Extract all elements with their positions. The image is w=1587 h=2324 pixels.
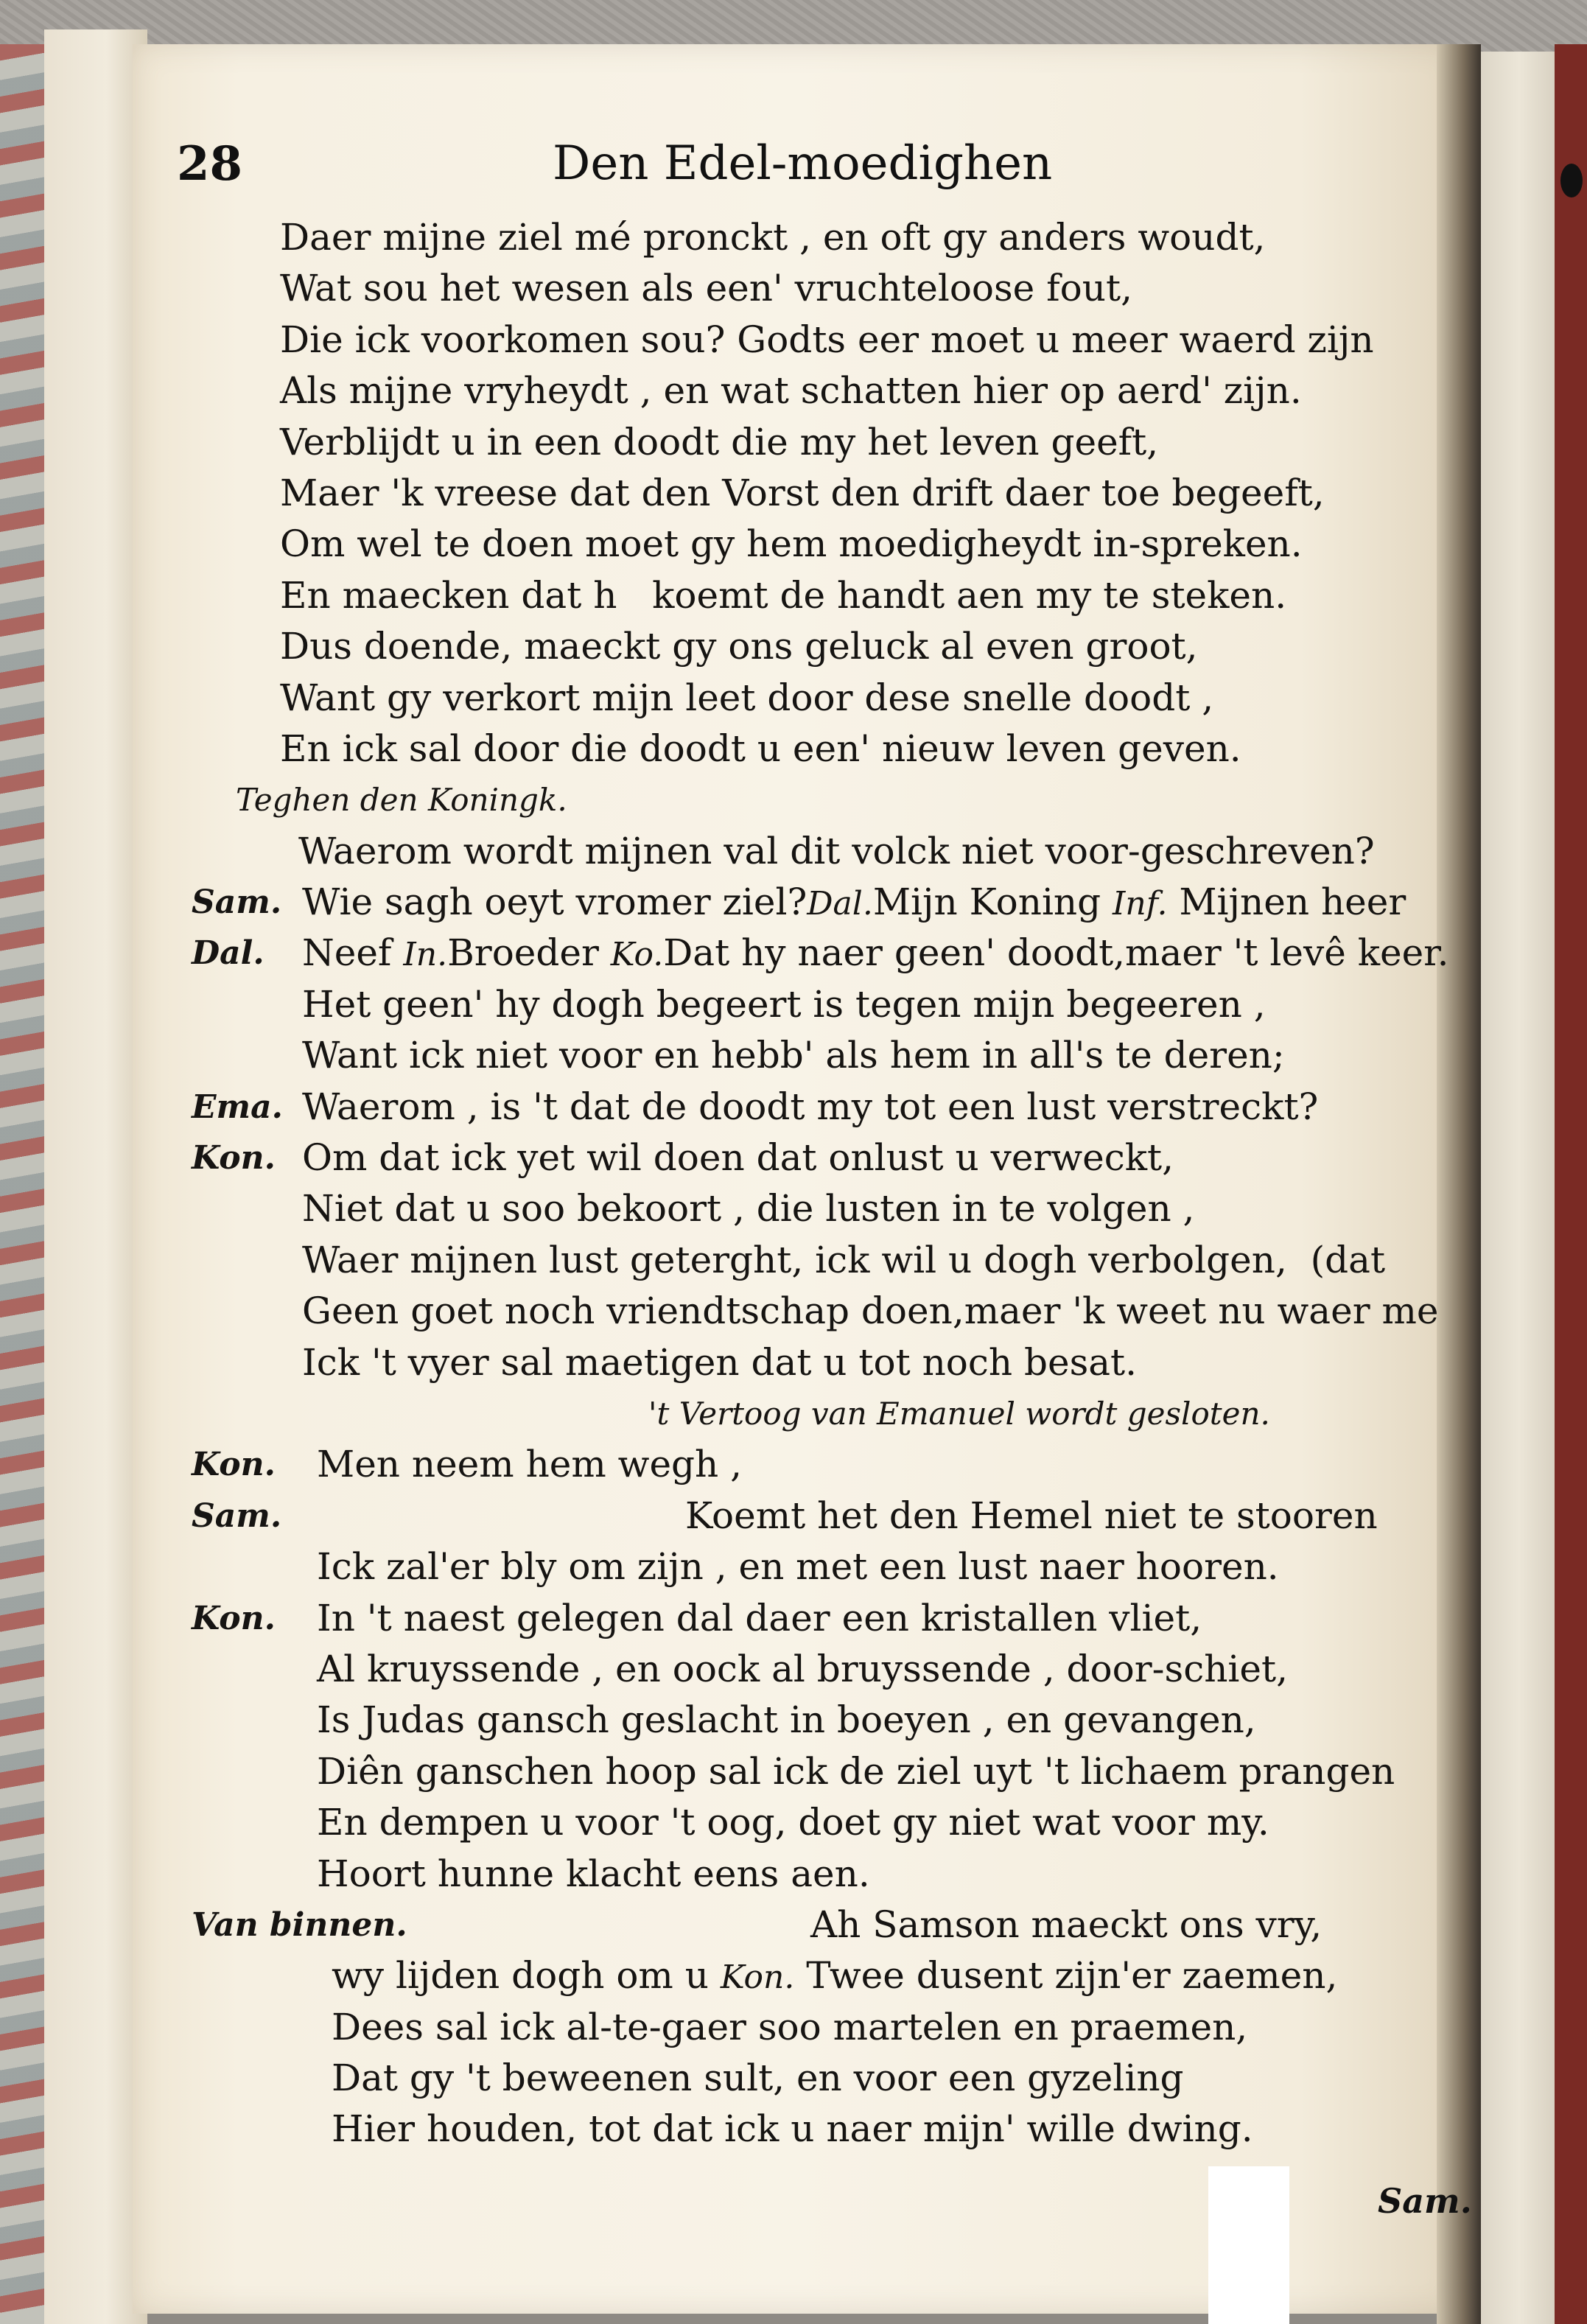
line-fragment: Mijnen heer [1167,881,1406,924]
text-line [177,1797,1444,1848]
line-fragment: Dat hy naer geen' doodt,maer 't levê keer. [663,931,1449,975]
line-fragment: Mijn Koning [872,881,1113,924]
speaker-label: Kon. [192,1446,276,1484]
text-line [177,1439,1444,1490]
stage-direction: Teghen den Koningk. [236,782,567,819]
text-line [177,1900,1444,1950]
line-text: Koemt het den Hemel niet te stooren [685,1494,1378,1537]
line-text: Al kruyssende , en oock al bruyssende , door-schiet, [317,1647,1288,1690]
line-text: Dat gy 't beweenen sult, en voor een gyzeling [332,2057,1184,2100]
speaker-abbrev: Kon. [720,1959,795,1997]
line-text: Als mijne vryheydt , en wat schatten hier op aerd' zijn. [280,369,1302,413]
text-line [177,315,1444,365]
text-line [177,1695,1444,1746]
line-text: Hoort hunne klacht eens aen. [317,1852,870,1895]
line-text: Want ick niet voor en hebb' als hem in all's te deren; [302,1034,1285,1077]
speaker-label: Kon. [192,1599,276,1637]
text-line [177,1133,1444,1183]
speaker-abbrev: In. [403,936,448,974]
line-text: Het geen' hy dogh begeert is tegen mijn begeeren , [302,982,1266,1026]
line-text: Want gy verkort mijn leet door dese snelle doodt , [280,676,1214,719]
text-line [177,979,1444,1030]
line-text: Diên ganschen hoop sal ick de ziel uyt 't lichaem prangen [317,1749,1395,1793]
line-text: Maer 'k vreese dat den Vorst den drift daer toe begeeft, [280,471,1325,514]
text-line [177,417,1444,468]
line-text: En maecken dat h koemt de handt aen my te steken. [280,573,1287,617]
text-line [177,774,1444,825]
text-line [177,1082,1444,1133]
line-text: Waerom wordt mijnen val dit volck niet voor-geschreven? [298,829,1375,872]
speaker-label: Sam. [192,1497,282,1535]
speaker-label: Sam. [192,883,282,922]
text-line [177,1644,1444,1695]
speaker-abbrev: Inf. [1113,885,1168,923]
text-line [177,621,1444,672]
text-line [177,1235,1444,1286]
text-line [177,2002,1444,2053]
line-text: Ick 't vyer sal maetigen dat u tot noch besat. [302,1340,1138,1384]
text-line [177,724,1444,774]
line-text: Dus doende, maeckt gy ons geluck al even groot, [280,625,1198,668]
line-text: Die ick voorkomen sou? Godts eer moet u meer waerd zijn [280,318,1374,361]
line-text [332,1950,1337,2003]
text-line [177,468,1444,519]
speaker-label: Kon. [192,1139,276,1177]
line-text: En dempen u voor 't oog, doet gy niet wat voor my. [317,1801,1269,1844]
line-fragment: Broeder [447,931,611,975]
line-text: Is Judas gansch geslacht in boeyen , en gevangen, [317,1698,1256,1742]
line-text: Wat sou het wesen als een' vruchteloose fout, [280,267,1132,310]
text-line [177,212,1444,263]
line-text: Ah Samson maeckt ons vry, [810,1903,1322,1946]
text-line [177,263,1444,314]
verse-text [177,212,1449,2155]
line-text [302,928,1449,980]
line-text: Geen goet noch vriendtschap doen,maer 'k weet nu waer me [302,1289,1439,1333]
line-fragment: Neef [302,931,404,975]
line-text: Daer mijne ziel mé pronckt , en oft gy anders woudt, [280,216,1266,259]
text-line [177,1849,1444,1900]
paper-label [1208,2166,1289,2324]
speaker-label: Van binnen. [192,1905,407,1944]
text-line [177,570,1444,621]
line-text: Verblijdt u in een doodt die my het leven geeft, [280,420,1159,463]
line-fragment: Wie sagh oeyt vromer ziel? [302,881,807,924]
catchword: Sam. [1378,2181,1472,2221]
book-cover-edge [1555,44,1587,2324]
page-header [177,136,1474,210]
line-fragment: wy lijden dogh om u [332,1954,721,1998]
line-text [302,877,1406,929]
text-line [177,1950,1444,2001]
facing-page-glyph [1560,164,1583,197]
page-edge [44,29,147,2324]
text-line [177,1030,1444,1081]
line-text: En ick sal door die doodt u een' nieuw leven geven. [280,727,1241,770]
line-text: In 't naest gelegen dal daer een kristallen vliet, [317,1596,1202,1639]
text-line [177,1286,1444,1337]
line-text: Waer mijnen lust geterght, ick wil u dogh verbolgen, (dat [302,1238,1386,1281]
text-line [177,673,1444,724]
text-line [177,1593,1444,1644]
line-text: Om dat ick yet wil doen dat onlust u verweckt, [302,1136,1174,1180]
text-line [177,2053,1444,2104]
page-number: 28 [177,136,243,192]
line-text: Ick zal'er bly om zijn , en met een lust naer hooren. [317,1545,1279,1589]
text-line [177,1541,1444,1592]
speaker-abbrev: Ko. [610,936,664,974]
stage-direction: 't Vertoog van Emanuel wordt gesloten. [648,1395,1270,1432]
line-text: Waerom , is 't dat de doodt my tot een lust verstreckt? [302,1085,1319,1128]
line-text: Hier houden, tot dat ick u naer mijn' wille dwing. [332,2107,1253,2151]
running-title: Den Edel-moedighen [553,136,1053,191]
line-text: Dees sal ick al-te-gaer soo martelen en praemen, [332,2005,1248,2048]
text-line [177,519,1444,570]
speaker-label: Ema. [192,1088,283,1126]
line-text: Om wel te doen moet gy hem moedigheydt in-spreken. [280,522,1303,566]
text-line [177,2104,1444,2155]
text-line [177,928,1449,979]
text-line [177,1337,1444,1388]
line-text: Niet dat u soo bekoort , die lusten in te volgen , [302,1187,1195,1231]
text-line [177,877,1444,928]
speaker-label: Dal. [192,934,264,973]
speaker-abbrev: Dal. [807,885,873,923]
text-line [177,826,1444,877]
text-line [177,1491,1444,1541]
text-line [177,365,1444,416]
line-text: Men neem hem wegh , [317,1443,743,1486]
text-line [177,1746,1444,1797]
text-line [177,1183,1444,1234]
text-line [177,1388,1444,1439]
line-fragment: Twee dusent zijn'er zaemen, [794,1954,1338,1998]
